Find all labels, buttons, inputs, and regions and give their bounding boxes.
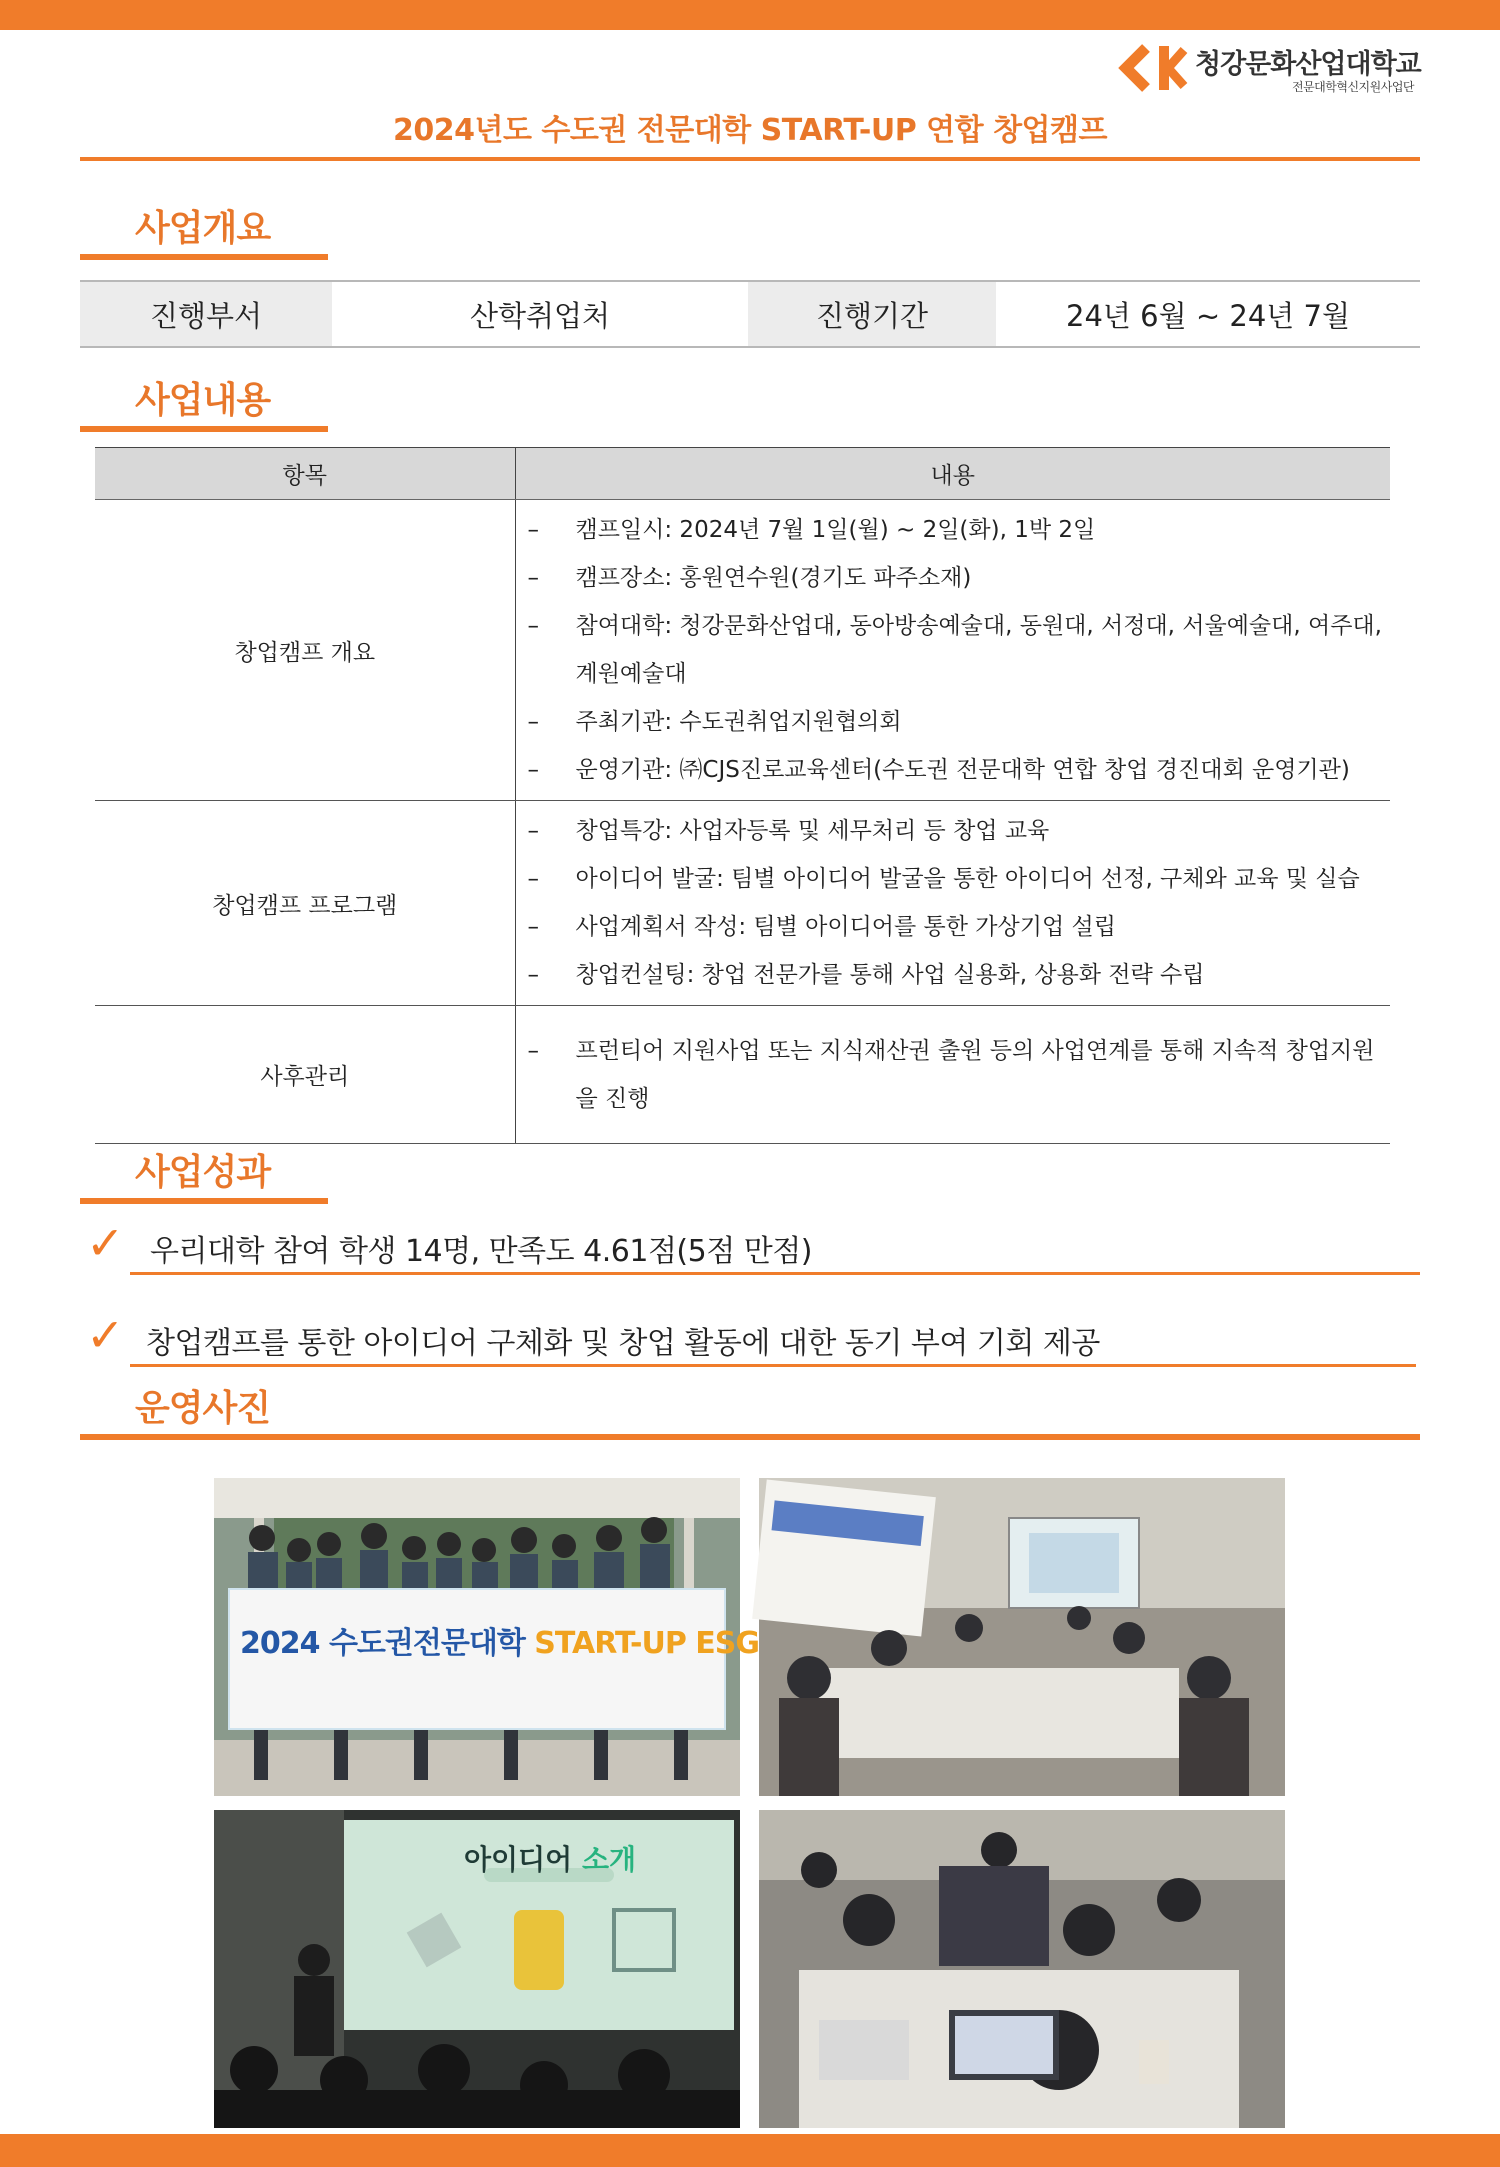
row-category: 사후관리: [95, 1006, 515, 1144]
result-underline: [130, 1272, 1420, 1275]
list-item: – 주최기관: 수도권취업지원협의회: [528, 698, 1391, 746]
institution-subtitle: 전문대학혁신지원사업단: [1292, 80, 1415, 94]
banner-title: [240, 1618, 759, 1662]
row-items: [515, 500, 1390, 801]
row-items: [515, 1006, 1390, 1144]
section-heading-overview: [80, 196, 328, 260]
photo-team-laptops: [759, 1810, 1285, 2128]
result-text: 창업캠프를 통한 아이디어 구체화 및 창업 활동에 대한 동기 부여 기회 제공: [146, 1326, 1100, 1361]
table-header-row: [95, 448, 1390, 500]
slide-text-a: 아이디어: [464, 1843, 582, 1876]
section-underline: [80, 426, 328, 432]
header-details: 내용: [515, 448, 1390, 500]
section-title: 사업성과: [135, 1152, 271, 1193]
section-title: 사업개요: [135, 208, 271, 249]
row-items: [515, 801, 1390, 1006]
list-item: – 창업특강: 사업자등록 및 세무처리 등 창업 교육: [528, 807, 1391, 855]
institution-name: 청강문화산업대학교: [1195, 49, 1421, 80]
dept-label: 진행부서: [80, 282, 332, 346]
document-title: 2024년도 수도권 전문대학 START-UP 연합 창업캠프: [393, 113, 1107, 148]
workshop-room-scene: [759, 1478, 1285, 1796]
list-item: – 프런티어 지원사업 또는 지식재산권 출원 등의 사업연계를 통해 지속적 창업지원을 진행: [528, 1027, 1391, 1123]
title-divider: [80, 157, 1420, 161]
list-item: – 아이디어 발굴: 팀별 아이디어 발굴을 통한 아이디어 선정, 구체와 교육 및 실습: [528, 855, 1391, 903]
header-category: 항목: [95, 448, 515, 500]
list-item: – 캠프일시: 2024년 7월 1일(월) ~ 2일(화), 1박 2일: [528, 506, 1391, 554]
section-heading-content: [80, 368, 328, 432]
section-heading-photos: [80, 1376, 328, 1440]
photo-group-banner: [214, 1478, 759, 1796]
period-value: 24년 6월 ~ 24년 7월: [1066, 298, 1350, 333]
table-row: [95, 500, 1390, 801]
list-item: – 사업계획서 작성: 팀별 아이디어를 통한 가상기업 설립: [528, 903, 1391, 951]
section-heading-results: [80, 1140, 328, 1204]
camp-banner: [228, 1588, 759, 1730]
content-table: [95, 447, 1390, 1144]
checkmark-icon: ✓: [86, 1216, 125, 1270]
banner-text-b: START-UP ESG: [534, 1626, 759, 1661]
table-row: [95, 801, 1390, 1006]
list-item: – 운영기관: ㈜CJS진로교육센터(수도권 전문대학 연합 창업 경진대회 운영기관): [528, 746, 1391, 794]
row-category: 창업캠프 개요: [95, 500, 515, 801]
result-underline: [130, 1364, 1416, 1367]
section-underline: [80, 1434, 1420, 1440]
section-underline: [80, 1198, 328, 1204]
list-item: – 참여대학: 청강문화산업대, 동아방송예술대, 동원대, 서정대, 서울예술대, 여주대, 계원예술대: [528, 602, 1391, 698]
section-title: 사업내용: [135, 380, 271, 421]
bottom-accent-bar: [0, 2134, 1500, 2167]
table-row: [95, 1006, 1390, 1144]
team-work-scene: [759, 1810, 1285, 2128]
slide-title: [464, 1838, 636, 1878]
period-label: 진행기간: [748, 282, 996, 346]
top-accent-bar: [0, 0, 1500, 30]
photo-workshop-room: [759, 1478, 1285, 1796]
photo-idea-presentation: [214, 1810, 740, 2128]
ck-logo-icon: [1112, 44, 1188, 92]
list-item: – 창업컨설팅: 창업 전문가를 통해 사업 실용화, 상용화 전략 수립: [528, 951, 1391, 999]
section-title: 운영사진: [135, 1388, 271, 1429]
banner-text-a: 2024 수도권전문대학: [240, 1626, 535, 1661]
overview-table: [80, 280, 1420, 348]
slide-text-b: 소개: [581, 1843, 637, 1876]
checkmark-icon: ✓: [86, 1308, 125, 1362]
section-underline: [80, 254, 328, 260]
dept-value: 산학취업처: [469, 298, 611, 333]
result-text: 우리대학 참여 학생 14명, 만족도 4.61점(5점 만점): [150, 1234, 812, 1269]
institution-logo: [1112, 42, 1432, 98]
row-category: 창업캠프 프로그램: [95, 801, 515, 1006]
list-item: – 캠프장소: 홍원연수원(경기도 파주소재): [528, 554, 1391, 602]
